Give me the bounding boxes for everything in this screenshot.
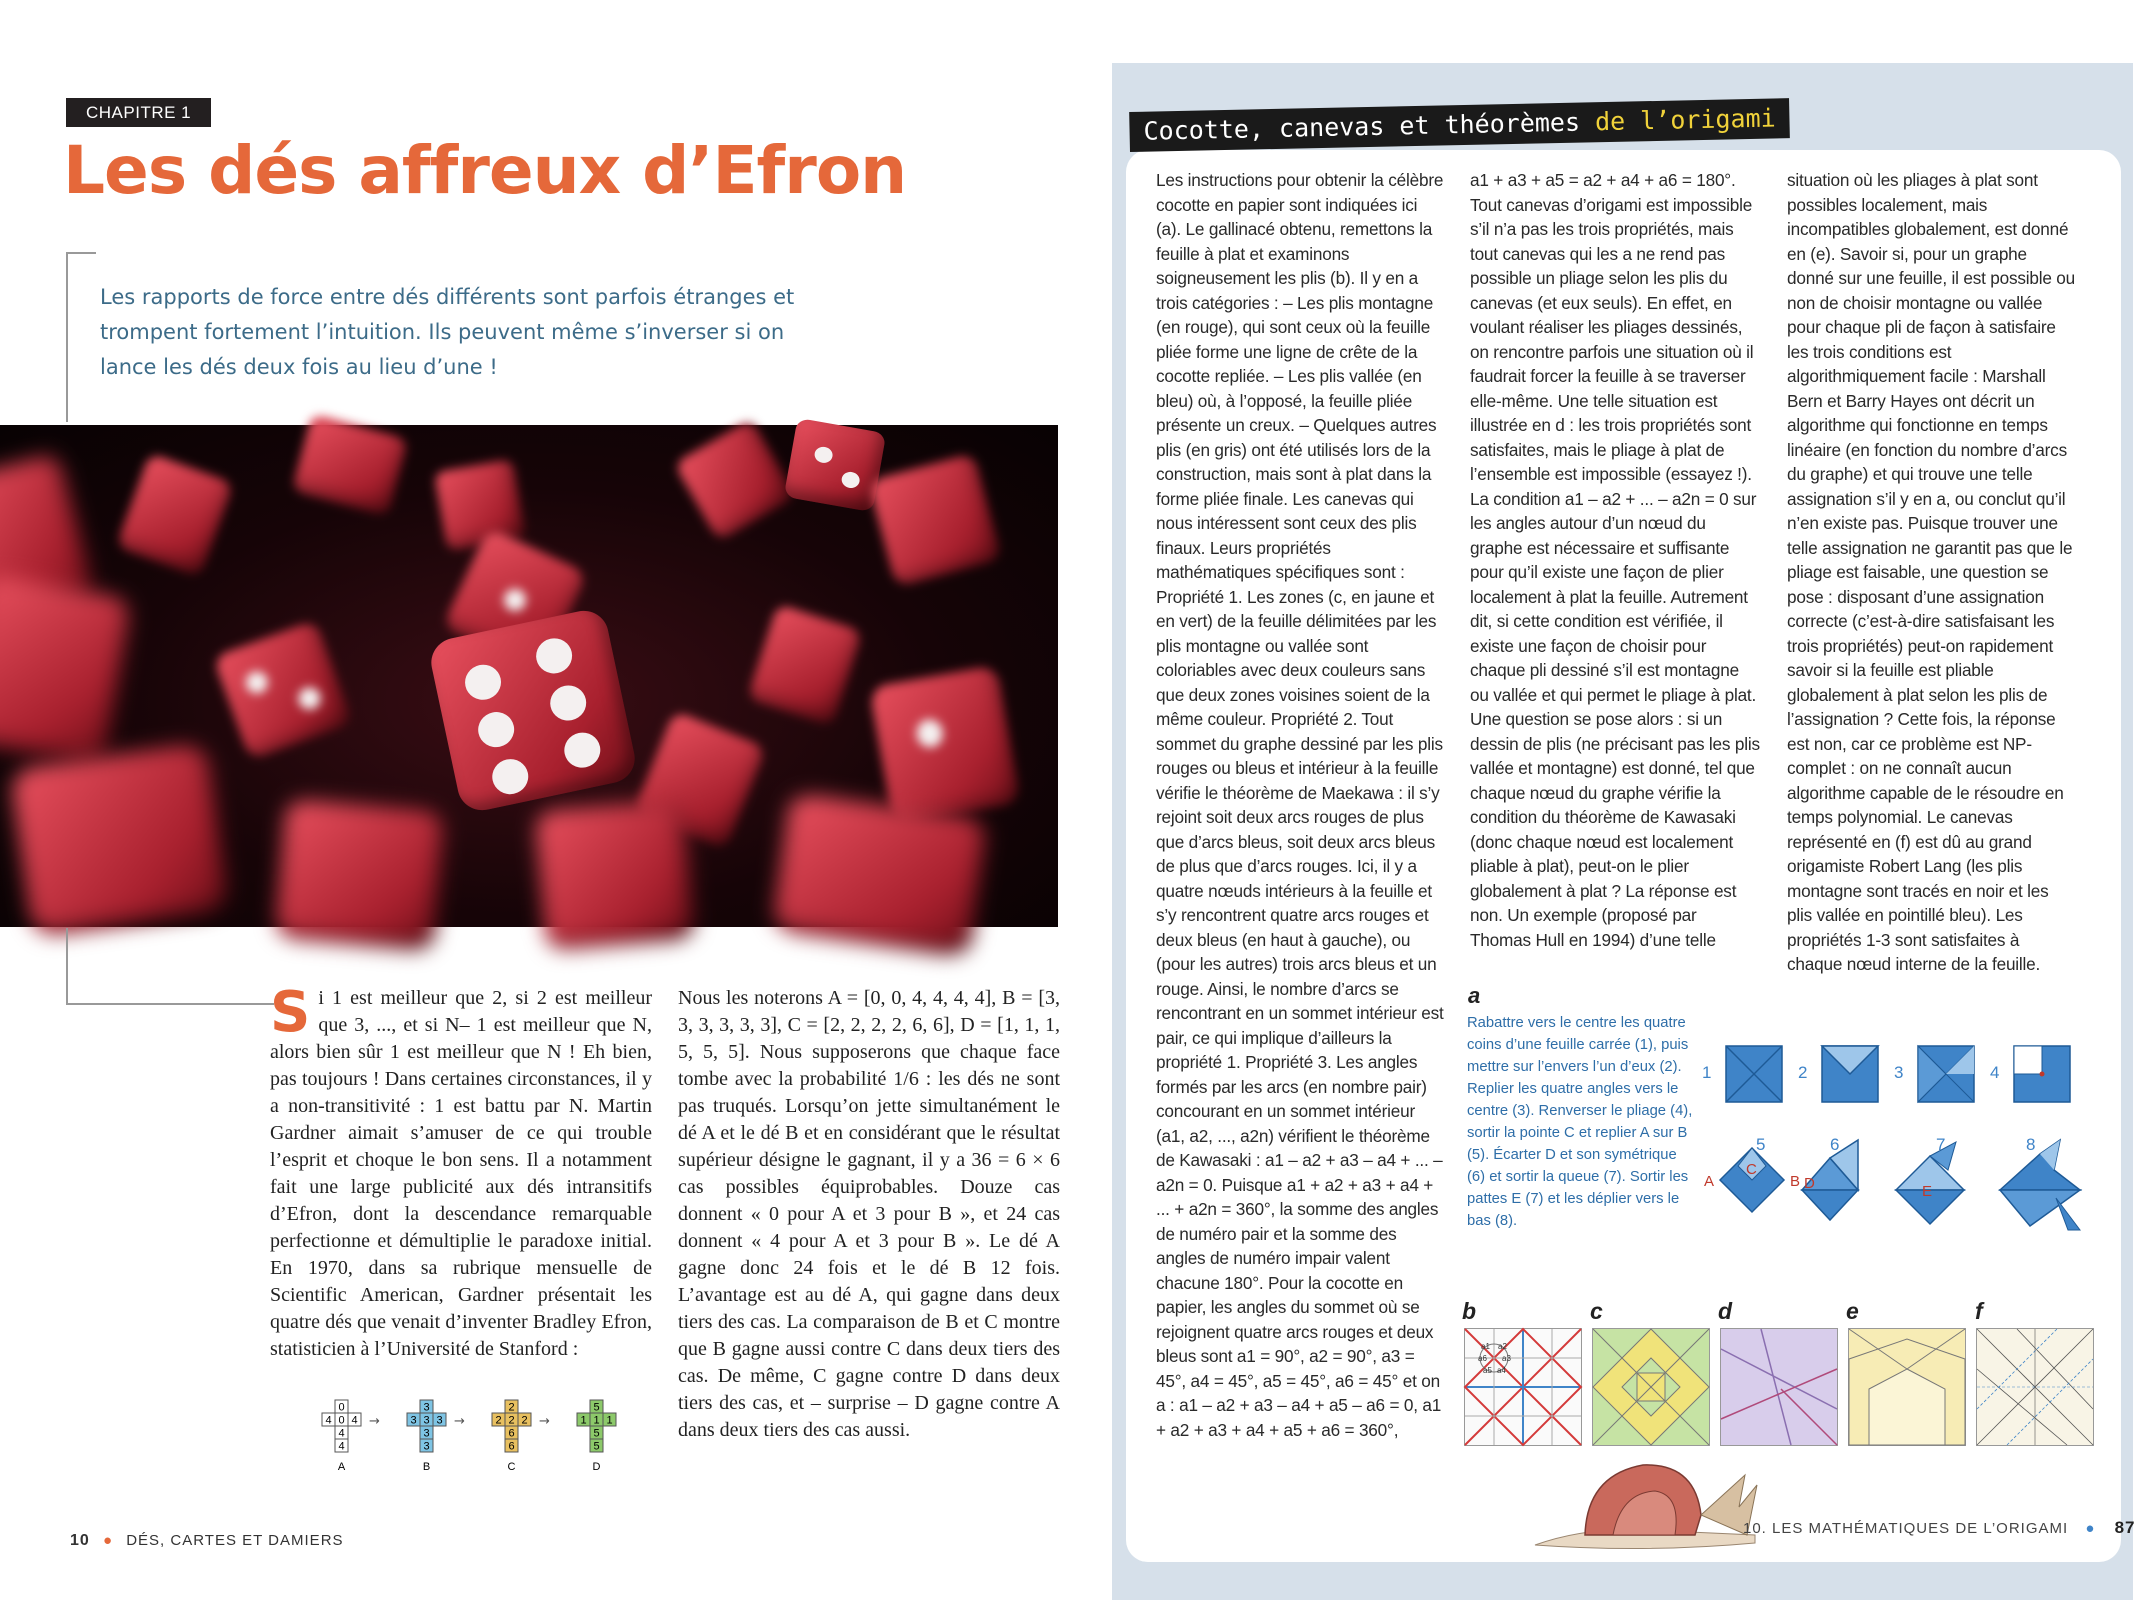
box-column-1: Les instructions pour obtenir la célèbre cocotte en papier sont indiquées ici (a). Le gallinacé obtenu, remettons la feuille à plat et examinons soigneusement les plis (b). Il y en a trois catégories : – Les plis montagne (en rouge), qui sont ceux où la feuille pliée forme une ligne de crête de la cocotte repliée. – Les plis vallée (en bleu) où, à l’opposé, la feuille pliée présente un creux. – Quelques autres plis (en gris) ont été utilisés lors de la construction, mais sont à plat dans la forme pliée finale. Les canevas qui nous intéressent sont ceux des plis finaux. Leurs propriétés mathématiques spécifiques sont : Propriété 1. Les zones (c, en jaune et en vert) de la feuille délimitées par les plis montagne ou vallée sont coloriables avec deux couleurs sans que deux zones voisines soient de la même couleur. Propriété 2. Tout sommet du graphe dessiné par les plis rouges ou bleus et intérieur à la feuille vérifie le théorème de Maekawa : il s’y rejoint soit deux arcs rouges de plus que d’arcs bleus, soit deux arcs bleus de plus que d’arcs rouges. Ici, il y a quatre nœuds intérieurs à la feuille et s’y rencontrent quatre arcs rouges et deux bleus (en haut à gauche), ou (pour les autres) trois arcs bleus et un rouge. Ainsi, le nombre d’arcs se rencontrant en un sommet intérieur est pair, ce qui implique d’ailleurs la propriété 1. Propriété 3. Les angles formés par les arcs (en nombre pair) concourant en un sommet intérieur (a1, a2, ..., a2n) vérifient le théorème de Kawasaki : a1 – a2 + a3 – a4 + ... – a2n = 0. Puisque a1 + a2 + a3 + a4 + ... + a2n = 360°, la somme des angles de numéro pair et la somme des angles de numéro impair valent chacune 180°. Pour la cocotte en papier, les angles du sommet où se rejoignent quatre arcs rouges et deux bleus sont a1 = 90°, a2 = 90°, a3 = 45°, a4 = 45°, a5 = 45°, a6 = 45° et on a : a1 – a2 + a3 – a4 + a5 – a6 = 0, a1 + a2 + a3 + a4 + a5 + a6 = 360°, (1156, 170, 1444, 1440)
right-footer (1743, 1518, 2136, 1538)
die-face-value: 4 (325, 1414, 332, 1427)
die-face-value: 2 (508, 1414, 515, 1427)
die-net-label: B (422, 1461, 431, 1473)
dice-photo-die (674, 419, 797, 542)
kawasaki-angle-label: a5 (1483, 1366, 1492, 1375)
fold-step-8 (2000, 1140, 2080, 1230)
lead-rule-top (66, 252, 96, 254)
die-face-value: 1 (606, 1414, 613, 1427)
dice-photo-die (868, 453, 1003, 588)
die-net (492, 1400, 550, 1473)
step-number: 2 (1798, 1063, 1808, 1082)
step-number: 6 (1830, 1135, 1840, 1154)
kawasaki-angle-label: a2 (1498, 1342, 1507, 1351)
die-face-value: 2 (521, 1414, 528, 1427)
die-face-value: 0 (338, 1414, 345, 1427)
box-column-3: situation où les pliages à plat sont possibles localement, mais incompatibles globalement, est donné en (e). Savoir si, pour un graphe donné sur une feuille, il est possible ou non de choisir montagne ou vallée pour chaque pli de façon à satisfaire les trois conditions est algorithmiquement facile : Marshall Bern et Barry Hayes ont décrit un algorithme qui fonctionne en temps linéaire (en fonction du nombre d’arcs du graphe) et qui trouve une telle assignation s’il y en a, ou conclut qu’il n’en existe pas. Puisque trouver une telle assignation ne garantit pas que le pliage est faisable, une question se pose : disposant d’une assignation correcte (c’est-à-dire satisfaisant les trois propriétés) peut-on rapidement savoir si la feuille est pliable globalement à plat selon les plis de l’assignation ? Cette fois, la réponse est non, car ce problème est NP-complet : on ne connaît aucun algorithme capable de le résoudre en temps polynomial. Le canevas représenté en (f) est dû au grand origamiste Robert Lang (les plis montagne sont tracés en noir et les plis vallée en pointillé bleu). Les propriétés 1-3 sont satisfaites à chaque nœud interne de la feuille. (1787, 170, 2075, 974)
step-letter: B (1790, 1173, 1801, 1190)
step-number: 7 (1936, 1135, 1946, 1154)
die-face-value: 3 (423, 1414, 430, 1427)
step-letter: E (1922, 1183, 1933, 1200)
step-number: 1 (1702, 1063, 1712, 1082)
chapter-lead: Les rapports de force entre dés différents sont parfois étranges et trompent fortement l’intuition. Ils peuvent même s’inverser si on lance les dés deux fois au lieu d’une ! (100, 285, 795, 379)
left-column-1-text: i 1 est meilleur que 2, si 2 est meilleur que 3, ..., et si N– 1 est meilleur que N, alors bien sûr 1 est meilleur que N ! Eh bien, pas toujours ! Dans certaines circonstances, il y a non-transitivité : 1 est battu par N. Martin Gardner aimait s’amuser de ce qui trouble l’esprit et choque le bon sens. Il a notamment fait une large publicité aux dés intransitifs d’Efron, dont la descendance remarquable perfectionne et démultiplie le paradoxe initial. En 1970, dans sa rubrique mensuelle de Scientific American, Gardner présentait les quatre dés que venait d’inventer Bradley Efron, statisticien à l’Université de Stanford : (270, 987, 652, 1360)
frame-line-vertical (66, 928, 68, 1004)
die-face-value: 4 (338, 1427, 345, 1440)
step-number: 4 (1990, 1063, 2000, 1082)
die-face-value: 3 (410, 1414, 417, 1427)
dice-photo-die (274, 798, 446, 951)
dice-photo-die (9, 742, 231, 938)
origami-snail-illustration (1525, 1435, 1765, 1560)
die-face-value: 3 (436, 1414, 443, 1427)
die-face-value: 1 (593, 1414, 600, 1427)
die-face-value: 3 (423, 1440, 430, 1453)
panel-label-b: b (1462, 1298, 1477, 1324)
left-column-2: Nous les noterons A = [0, 0, 4, 4, 4, 4], B = [3, 3, 3, 3, 3, 3], C = [2, 2, 2, 2, 6, 6], D = [1, 1, 1, 5, 5, 5]. Nous supposerons que chaque face tombe avec la probabilité 1/6 : les dés ne sont pas truqués. Lorsqu’on jette simultanément le dé A et le dé B et en considérant que le résultat supérieur désigne le gagnant, il y a 36 = 6 × 6 cas possibles équiprobables. Douze cas donnent « 0 pour A et 3 pour B », et 24 cas donnent « 4 pour A et 3 pour B ». Le dé A gagne donc 24 fois et le dé B 12 fois. L’avantage est au dé A, qui gagne dans deux tiers des cas. La comparaison de B et C montre que B gagne aussi contre C dans deux tiers des cas. De même, C gagne contre D dans deux tiers des cas, et – surprise – D gagne contre A dans deux tiers des cas aussi. (678, 987, 1060, 1441)
fold-step-1 (1726, 1046, 1782, 1102)
kawasaki-angle-label: a1 (1481, 1342, 1490, 1351)
fold-step-5 (1720, 1148, 1784, 1212)
die-face-value: 5 (593, 1427, 600, 1440)
figure-a-label: a (1468, 983, 1481, 1008)
kawasaki-angle-label: a6 (1478, 1354, 1487, 1363)
dice-nets-figure (318, 1400, 658, 1510)
crease-pattern-d (1720, 1328, 1838, 1446)
box-column-2: a1 + a3 + a5 = a2 + a4 + a6 = 180°. Tout canevas d’origami est impossible s’il n’a pas les trois propriétés, mais tout canevas qui les a ne rend pas possible un pliage selon les plis du canevas (et eux seuls). En effet, en voulant réaliser les pliages dessinés, on rencontre parfois une situation où il faudrait forcer la feuille à se traverser elle-même. Une telle situation est illustrée en d : les trois propriétés sont satisfaites, mais le pliage à plat de l’ensemble est impossible (essayez !). La condition a1 – a2 + ... – a2n = 0 sur les angles autour d’un nœud du graphe est nécessaire et suffisante pour qu’il existe une façon de plier localement à plat la feuille. Autrement dit, si cette condition est vérifiée, il existe une façon de choisir pour chaque pli dessiné s’il est montagne ou vallée et qui permet le pliage à plat. Une question se pose alors : si un dessin de plis (ne précisant pas les plis vallée et montagne) est donné, tel que chaque nœud du graphe vérifie la condition du théorème de Kawasaki (donc chaque nœud est localement pliable à plat), peut-on le plier globalement à plat ? La réponse est non. Un exemple (proposé par Thomas Hull en 1994) d’une telle (1470, 170, 1760, 950)
panel-label-e: e (1846, 1298, 1859, 1324)
step-number: 8 (2026, 1135, 2036, 1154)
right-page-number: 87 (2114, 1518, 2136, 1537)
chapter-label: CHAPITRE 1 (66, 98, 211, 127)
dice-photo-die (784, 418, 887, 512)
right-footer-title: 10. LES MATHÉMATIQUES DE L’ORIGAMI (1743, 1520, 2069, 1537)
step-number: 3 (1894, 1063, 1904, 1082)
crease-pattern-e (1848, 1328, 1966, 1446)
die-face-value: 0 (338, 1401, 345, 1414)
panel-label-d: d (1718, 1298, 1733, 1324)
left-footer (70, 1532, 344, 1550)
crease-pattern-c (1592, 1328, 1710, 1446)
die-face-value: 4 (338, 1440, 345, 1453)
dice-photo-die (213, 620, 354, 761)
dice-photo-die (0, 573, 134, 766)
left-page-number: 10 (70, 1532, 90, 1549)
dice-photo-die (869, 665, 1021, 825)
drop-cap: S (270, 980, 311, 1045)
dice-photo-die (771, 792, 989, 958)
die-net-label: C (507, 1461, 516, 1473)
frame-line-horizontal (66, 1003, 274, 1005)
dice-photo-die (427, 606, 639, 815)
die-face-value: 2 (495, 1414, 502, 1427)
arrow-icon: → (539, 1414, 550, 1429)
die-face-value: 6 (508, 1440, 515, 1453)
die-net-label: A (337, 1461, 346, 1473)
crease-pattern-f (1976, 1328, 2094, 1446)
left-footer-title: DÉS, CARTES ET DAMIERS (126, 1532, 344, 1549)
footer-bullet: ● (102, 1532, 114, 1549)
die-net (577, 1400, 616, 1473)
folding-steps-figure (1690, 1030, 2110, 1250)
arrow-icon: → (369, 1414, 380, 1429)
die-face-value: 2 (508, 1401, 515, 1414)
kawasaki-angle-label: a4 (1497, 1366, 1506, 1375)
footer-bullet: ● (2085, 1520, 2096, 1537)
step-number: 5 (1756, 1135, 1766, 1154)
die-face-value: 5 (593, 1440, 600, 1453)
die-net-label: D (592, 1461, 601, 1473)
box-title-main: Cocotte, canevas et théorèmes (1143, 107, 1581, 146)
kawasaki-angle-label: a3 (1502, 1354, 1511, 1363)
box-title-highlight: de l’origami (1594, 103, 1776, 137)
dice-photo-die (747, 604, 863, 727)
die-face-value: 4 (351, 1414, 358, 1427)
dice-photo (0, 425, 1058, 927)
fold-step-2 (1822, 1046, 1878, 1102)
step-letter: A (1704, 1173, 1715, 1190)
die-net (407, 1400, 465, 1473)
die-face-value: 1 (580, 1414, 587, 1427)
chapter-title: Les dés affreux d’Efron (63, 132, 907, 209)
fold-step-4 (2014, 1046, 2070, 1102)
dice-photo-die (534, 799, 696, 952)
die-face-value: 3 (423, 1401, 430, 1414)
crease-pattern-b (1464, 1328, 1582, 1446)
fold-step-3 (1918, 1046, 1974, 1102)
die-face-value: 3 (423, 1427, 430, 1440)
lead-rule (66, 252, 68, 422)
figure-a-caption: Rabattre vers le centre les quatre coins d’une feuille carrée (1), puis mettre sur l’envers l’un d’eux (2). Replier les quatre angles vers le centre (3). Renverser le pliage (4), sortir la pointe C et replier A sur B (5). Écarter D et son symétrique (6) et sortir la queue (7). Sortir les pattes E (7) et les déplier vers le bas (8). (1467, 1015, 1693, 1229)
left-column-1 (270, 980, 652, 1363)
panel-label-f: f (1975, 1298, 1983, 1324)
die-face-value: 6 (508, 1427, 515, 1440)
panel-label-c: c (1590, 1298, 1603, 1324)
arrow-icon: → (454, 1414, 465, 1429)
step-letter: C (1746, 1161, 1757, 1178)
dice-photo-die (291, 413, 408, 516)
step-letter: D (1804, 1175, 1815, 1192)
dice-photo-die (116, 453, 235, 578)
die-net (322, 1400, 380, 1473)
die-face-value: 5 (593, 1401, 600, 1414)
